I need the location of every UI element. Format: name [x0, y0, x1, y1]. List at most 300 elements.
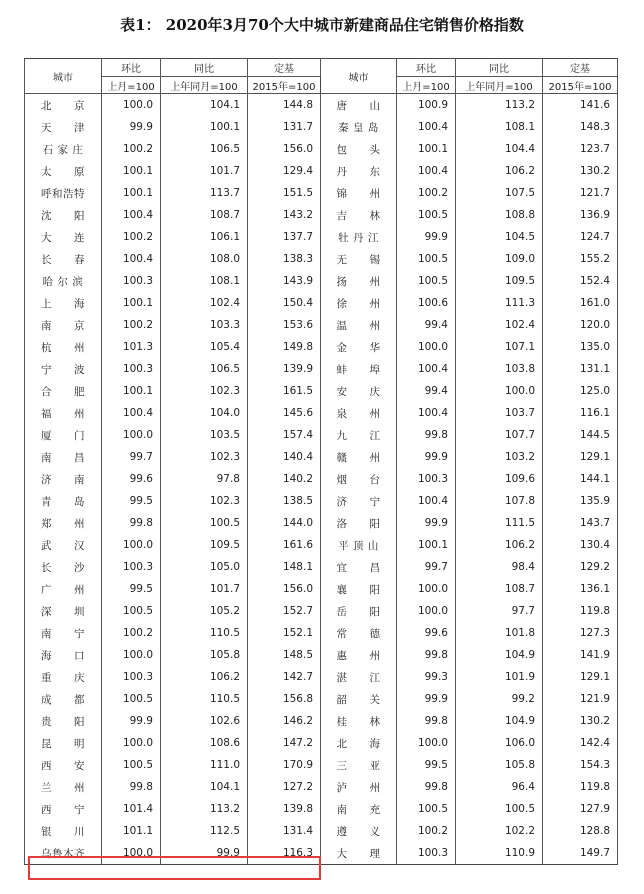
table-row	[25, 710, 618, 732]
dj-cell: 142.7	[248, 666, 321, 688]
tb-cell: 109.0	[456, 248, 543, 270]
subheader-tb: 上年同月=100	[161, 77, 248, 94]
tb-cell: 104.4	[456, 138, 543, 160]
dj-cell: 131.7	[248, 116, 321, 138]
tb-cell: 102.2	[456, 820, 543, 842]
city-cell: 深 圳	[25, 600, 102, 622]
dj-cell: 156.8	[248, 688, 321, 710]
hb-cell: 100.0	[397, 578, 456, 600]
hb-cell: 100.0	[397, 336, 456, 358]
hb-cell: 99.9	[397, 512, 456, 534]
dj-cell: 138.3	[248, 248, 321, 270]
dj-cell: 138.5	[248, 490, 321, 512]
table-row	[25, 776, 618, 798]
subheader-hb-right: 上月=100	[397, 77, 456, 94]
dj-cell: 149.8	[248, 336, 321, 358]
hb-cell: 100.6	[397, 292, 456, 314]
city-cell: 杭 州	[25, 336, 102, 358]
table-row	[25, 534, 618, 556]
dj-cell: 153.6	[248, 314, 321, 336]
table-row	[25, 160, 618, 182]
tb-cell: 105.0	[161, 556, 248, 578]
hb-cell: 100.0	[102, 644, 161, 666]
city-cell: 天 津	[25, 116, 102, 138]
subheader-dj-right: 2015年=100	[543, 77, 618, 94]
dj-cell: 152.1	[248, 622, 321, 644]
hb-cell: 101.1	[102, 820, 161, 842]
dj-cell: 144.1	[543, 468, 618, 490]
dj-cell: 148.1	[248, 556, 321, 578]
city-cell: 牡 丹 江	[321, 226, 397, 248]
table-row	[25, 380, 618, 402]
dj-cell: 130.2	[543, 710, 618, 732]
tb-cell: 111.5	[456, 512, 543, 534]
tb-cell: 110.5	[161, 688, 248, 710]
dj-cell: 157.4	[248, 424, 321, 446]
city-cell: 兰 州	[25, 776, 102, 798]
table-row	[25, 732, 618, 754]
table-row	[25, 446, 618, 468]
tb-cell: 109.5	[161, 534, 248, 556]
tb-cell: 99.2	[456, 688, 543, 710]
tb-cell: 111.3	[456, 292, 543, 314]
tb-cell: 101.9	[456, 666, 543, 688]
tb-cell: 104.9	[456, 644, 543, 666]
hb-cell: 100.1	[102, 380, 161, 402]
hb-cell: 99.4	[397, 314, 456, 336]
city-cell: 昆 明	[25, 732, 102, 754]
tb-cell: 108.1	[456, 116, 543, 138]
city-cell: 西 宁	[25, 798, 102, 820]
dj-cell: 161.6	[248, 534, 321, 556]
city-cell: 南 宁	[25, 622, 102, 644]
table-row	[25, 622, 618, 644]
table-row	[25, 798, 618, 820]
hb-cell: 99.9	[397, 446, 456, 468]
tb-cell: 106.2	[161, 666, 248, 688]
table-row	[25, 820, 618, 842]
city-cell: 惠 州	[321, 644, 397, 666]
hb-cell: 100.2	[102, 314, 161, 336]
hb-cell: 99.6	[397, 622, 456, 644]
dj-cell: 144.5	[543, 424, 618, 446]
tb-cell: 108.7	[456, 578, 543, 600]
tb-cell: 107.8	[456, 490, 543, 512]
dj-cell: 135.0	[543, 336, 618, 358]
city-cell: 福 州	[25, 402, 102, 424]
hb-cell: 100.2	[102, 138, 161, 160]
table-row	[25, 248, 618, 270]
header-hb-right: 环比	[397, 59, 456, 77]
dj-cell: 154.3	[543, 754, 618, 776]
hb-cell: 100.5	[397, 798, 456, 820]
city-cell: 广 州	[25, 578, 102, 600]
city-cell: 安 庆	[321, 380, 397, 402]
tb-cell: 105.8	[161, 644, 248, 666]
tb-cell: 107.7	[456, 424, 543, 446]
city-cell: 九 江	[321, 424, 397, 446]
tb-cell: 101.8	[456, 622, 543, 644]
hb-cell: 100.4	[397, 116, 456, 138]
hb-cell: 100.5	[102, 600, 161, 622]
city-cell: 扬 州	[321, 270, 397, 292]
hb-cell: 100.0	[102, 732, 161, 754]
dj-cell: 155.2	[543, 248, 618, 270]
tb-cell: 102.6	[161, 710, 248, 732]
tb-cell: 104.5	[456, 226, 543, 248]
tb-cell: 105.4	[161, 336, 248, 358]
hb-cell: 99.8	[397, 776, 456, 798]
dj-cell: 129.4	[248, 160, 321, 182]
hb-cell: 100.4	[397, 402, 456, 424]
dj-cell: 127.2	[248, 776, 321, 798]
hb-cell: 100.3	[397, 842, 456, 865]
tb-cell: 106.2	[456, 534, 543, 556]
hb-cell: 100.3	[102, 556, 161, 578]
tb-cell: 104.1	[161, 776, 248, 798]
tb-cell: 110.9	[456, 842, 543, 865]
hb-cell: 100.3	[102, 666, 161, 688]
dj-cell: 148.5	[248, 644, 321, 666]
dj-cell: 144.0	[248, 512, 321, 534]
city-cell: 锦 州	[321, 182, 397, 204]
tb-cell: 108.7	[161, 204, 248, 226]
dj-cell: 143.9	[248, 270, 321, 292]
tb-cell: 97.7	[456, 600, 543, 622]
dj-cell: 130.4	[543, 534, 618, 556]
tb-cell: 100.0	[456, 380, 543, 402]
header-dj-right: 定基	[543, 59, 618, 77]
hb-cell: 99.9	[397, 688, 456, 710]
tb-cell: 100.5	[456, 798, 543, 820]
tb-cell: 105.2	[161, 600, 248, 622]
dj-cell: 150.4	[248, 292, 321, 314]
city-cell: 呼和浩特	[25, 182, 102, 204]
hb-cell: 100.1	[397, 534, 456, 556]
table-row	[25, 644, 618, 666]
hb-cell: 99.4	[397, 380, 456, 402]
tb-cell: 103.2	[456, 446, 543, 468]
city-cell: 常 德	[321, 622, 397, 644]
city-cell: 上 海	[25, 292, 102, 314]
dj-cell: 143.2	[248, 204, 321, 226]
price-index-table	[24, 58, 618, 865]
tb-cell: 99.9	[161, 842, 248, 865]
hb-cell: 100.0	[102, 842, 161, 865]
tb-cell: 113.2	[161, 798, 248, 820]
dj-cell: 116.3	[248, 842, 321, 865]
hb-cell: 100.4	[397, 490, 456, 512]
header-hb: 环比	[102, 59, 161, 77]
hb-cell: 99.7	[397, 556, 456, 578]
table-row	[25, 204, 618, 226]
table-row	[25, 600, 618, 622]
tb-cell: 111.0	[161, 754, 248, 776]
table-row	[25, 666, 618, 688]
hb-cell: 99.8	[102, 776, 161, 798]
hb-cell: 99.5	[102, 490, 161, 512]
header-row	[25, 59, 618, 77]
tb-cell: 103.7	[456, 402, 543, 424]
hb-cell: 100.0	[397, 600, 456, 622]
dj-cell: 137.7	[248, 226, 321, 248]
tb-cell: 96.4	[456, 776, 543, 798]
table-row	[25, 226, 618, 248]
tb-cell: 113.7	[161, 182, 248, 204]
hb-cell: 99.8	[102, 512, 161, 534]
city-cell: 南 昌	[25, 446, 102, 468]
hb-cell: 99.9	[102, 116, 161, 138]
dj-cell: 143.7	[543, 512, 618, 534]
city-cell: 宜 昌	[321, 556, 397, 578]
table-row	[25, 94, 618, 117]
dj-cell: 131.1	[543, 358, 618, 380]
hb-cell: 99.7	[102, 446, 161, 468]
city-cell: 包 头	[321, 138, 397, 160]
table-row	[25, 314, 618, 336]
dj-cell: 156.0	[248, 138, 321, 160]
tb-cell: 103.5	[161, 424, 248, 446]
dj-cell: 136.1	[543, 578, 618, 600]
city-cell: 乌鲁木齐	[25, 842, 102, 865]
hb-cell: 100.1	[102, 160, 161, 182]
city-cell: 南 充	[321, 798, 397, 820]
table-row	[25, 490, 618, 512]
dj-cell: 119.8	[543, 776, 618, 798]
city-cell: 贵 阳	[25, 710, 102, 732]
table-row	[25, 556, 618, 578]
hb-cell: 100.3	[102, 270, 161, 292]
hb-cell: 100.5	[102, 754, 161, 776]
dj-cell: 127.9	[543, 798, 618, 820]
tb-cell: 109.6	[456, 468, 543, 490]
city-cell: 吉 林	[321, 204, 397, 226]
tb-cell: 102.4	[161, 292, 248, 314]
tb-cell: 102.3	[161, 490, 248, 512]
city-cell: 济 南	[25, 468, 102, 490]
city-cell: 青 岛	[25, 490, 102, 512]
dj-cell: 127.3	[543, 622, 618, 644]
tb-cell: 102.3	[161, 380, 248, 402]
dj-cell: 121.7	[543, 182, 618, 204]
dj-cell: 136.9	[543, 204, 618, 226]
tb-cell: 108.1	[161, 270, 248, 292]
hb-cell: 100.1	[397, 138, 456, 160]
hb-cell: 100.4	[397, 358, 456, 380]
city-cell: 沈 阳	[25, 204, 102, 226]
hb-cell: 100.1	[102, 292, 161, 314]
dj-cell: 130.2	[543, 160, 618, 182]
city-cell: 徐 州	[321, 292, 397, 314]
header-city: 城市	[25, 59, 102, 94]
city-cell: 唐 山	[321, 94, 397, 117]
table-row	[25, 512, 618, 534]
hb-cell: 100.1	[102, 182, 161, 204]
subheader-hb: 上月=100	[102, 77, 161, 94]
tb-cell: 104.0	[161, 402, 248, 424]
dj-cell: 125.0	[543, 380, 618, 402]
hb-cell: 100.0	[102, 424, 161, 446]
city-cell: 成 都	[25, 688, 102, 710]
hb-cell: 99.9	[397, 226, 456, 248]
table-row	[25, 578, 618, 600]
header-city-right: 城市	[321, 59, 397, 94]
city-cell: 哈 尔 滨	[25, 270, 102, 292]
dj-cell: 139.9	[248, 358, 321, 380]
city-cell: 长 春	[25, 248, 102, 270]
city-cell: 郑 州	[25, 512, 102, 534]
hb-cell: 100.4	[102, 248, 161, 270]
dj-cell: 129.2	[543, 556, 618, 578]
city-cell: 大 理	[321, 842, 397, 865]
dj-cell: 129.1	[543, 666, 618, 688]
table-row	[25, 116, 618, 138]
subheader-dj: 2015年=100	[248, 77, 321, 94]
hb-cell: 100.5	[102, 688, 161, 710]
tb-cell: 105.8	[456, 754, 543, 776]
hb-cell: 100.2	[397, 182, 456, 204]
tb-cell: 104.1	[161, 94, 248, 117]
hb-cell: 99.3	[397, 666, 456, 688]
tb-cell: 108.8	[456, 204, 543, 226]
city-cell: 北 海	[321, 732, 397, 754]
city-cell: 无 锡	[321, 248, 397, 270]
city-cell: 湛 江	[321, 666, 397, 688]
city-cell: 厦 门	[25, 424, 102, 446]
city-cell: 赣 州	[321, 446, 397, 468]
hb-cell: 100.0	[102, 94, 161, 117]
dj-cell: 170.9	[248, 754, 321, 776]
subheader-tb-right: 上年同月=100	[456, 77, 543, 94]
tb-cell: 108.6	[161, 732, 248, 754]
dj-cell: 152.7	[248, 600, 321, 622]
header-tb: 同比	[161, 59, 248, 77]
tb-cell: 107.5	[456, 182, 543, 204]
hb-cell: 99.8	[397, 644, 456, 666]
tb-cell: 102.3	[161, 446, 248, 468]
dj-cell: 129.1	[543, 446, 618, 468]
table-row	[25, 754, 618, 776]
tb-cell: 100.1	[161, 116, 248, 138]
hb-cell: 101.3	[102, 336, 161, 358]
table-row	[25, 138, 618, 160]
dj-cell: 140.2	[248, 468, 321, 490]
hb-cell: 101.4	[102, 798, 161, 820]
dj-cell: 135.9	[543, 490, 618, 512]
hb-cell: 100.4	[102, 402, 161, 424]
table-row	[25, 688, 618, 710]
table-row	[25, 336, 618, 358]
city-cell: 遵 义	[321, 820, 397, 842]
city-cell: 北 京	[25, 94, 102, 117]
city-cell: 洛 阳	[321, 512, 397, 534]
hb-cell: 100.5	[397, 248, 456, 270]
dj-cell: 147.2	[248, 732, 321, 754]
city-cell: 西 安	[25, 754, 102, 776]
tb-cell: 97.8	[161, 468, 248, 490]
dj-cell: 121.9	[543, 688, 618, 710]
table-row	[25, 402, 618, 424]
table-row	[25, 468, 618, 490]
city-cell: 襄 阳	[321, 578, 397, 600]
city-cell: 武 汉	[25, 534, 102, 556]
hb-cell: 100.5	[397, 270, 456, 292]
hb-cell: 100.2	[397, 820, 456, 842]
table-row	[25, 182, 618, 204]
tb-cell: 101.7	[161, 578, 248, 600]
city-cell: 海 口	[25, 644, 102, 666]
dj-cell: 123.7	[543, 138, 618, 160]
hb-cell: 99.6	[102, 468, 161, 490]
city-cell: 金 华	[321, 336, 397, 358]
city-cell: 丹 东	[321, 160, 397, 182]
tb-cell: 106.0	[456, 732, 543, 754]
city-cell: 合 肥	[25, 380, 102, 402]
city-cell: 重 庆	[25, 666, 102, 688]
hb-cell: 100.3	[397, 468, 456, 490]
page-title: 表1： 2020年3月70个大中城市新建商品住宅销售价格指数	[120, 16, 524, 34]
hb-cell: 100.0	[397, 732, 456, 754]
dj-cell: 151.5	[248, 182, 321, 204]
city-cell: 平 顶 山	[321, 534, 397, 556]
tb-cell: 102.4	[456, 314, 543, 336]
city-cell: 银 川	[25, 820, 102, 842]
dj-cell: 140.4	[248, 446, 321, 468]
tb-cell: 103.8	[456, 358, 543, 380]
header-dj: 定基	[248, 59, 321, 77]
city-cell: 石 家 庄	[25, 138, 102, 160]
hb-cell: 99.5	[397, 754, 456, 776]
tb-cell: 106.5	[161, 138, 248, 160]
tb-cell: 104.9	[456, 710, 543, 732]
dj-cell: 131.4	[248, 820, 321, 842]
city-cell: 泉 州	[321, 402, 397, 424]
city-cell: 桂 林	[321, 710, 397, 732]
table-body	[25, 94, 618, 865]
city-cell: 大 连	[25, 226, 102, 248]
dj-cell: 142.4	[543, 732, 618, 754]
hb-cell: 100.2	[102, 622, 161, 644]
table-row	[25, 358, 618, 380]
tb-cell: 103.3	[161, 314, 248, 336]
city-cell: 温 州	[321, 314, 397, 336]
tb-cell: 106.1	[161, 226, 248, 248]
city-cell: 宁 波	[25, 358, 102, 380]
tb-cell: 113.2	[456, 94, 543, 117]
city-cell: 烟 台	[321, 468, 397, 490]
city-cell: 三 亚	[321, 754, 397, 776]
city-cell: 泸 州	[321, 776, 397, 798]
header-tb-right: 同比	[456, 59, 543, 77]
dj-cell: 144.8	[248, 94, 321, 117]
tb-cell: 106.2	[456, 160, 543, 182]
dj-cell: 161.0	[543, 292, 618, 314]
hb-cell: 100.9	[397, 94, 456, 117]
dj-cell: 149.7	[543, 842, 618, 865]
city-cell: 济 宁	[321, 490, 397, 512]
hb-cell: 100.0	[102, 534, 161, 556]
dj-cell: 119.8	[543, 600, 618, 622]
dj-cell: 124.7	[543, 226, 618, 248]
city-cell: 南 京	[25, 314, 102, 336]
dj-cell: 141.6	[543, 94, 618, 117]
tb-cell: 110.5	[161, 622, 248, 644]
table-row	[25, 292, 618, 314]
city-cell: 蚌 埠	[321, 358, 397, 380]
dj-cell: 146.2	[248, 710, 321, 732]
dj-cell: 141.9	[543, 644, 618, 666]
hb-cell: 99.8	[397, 424, 456, 446]
